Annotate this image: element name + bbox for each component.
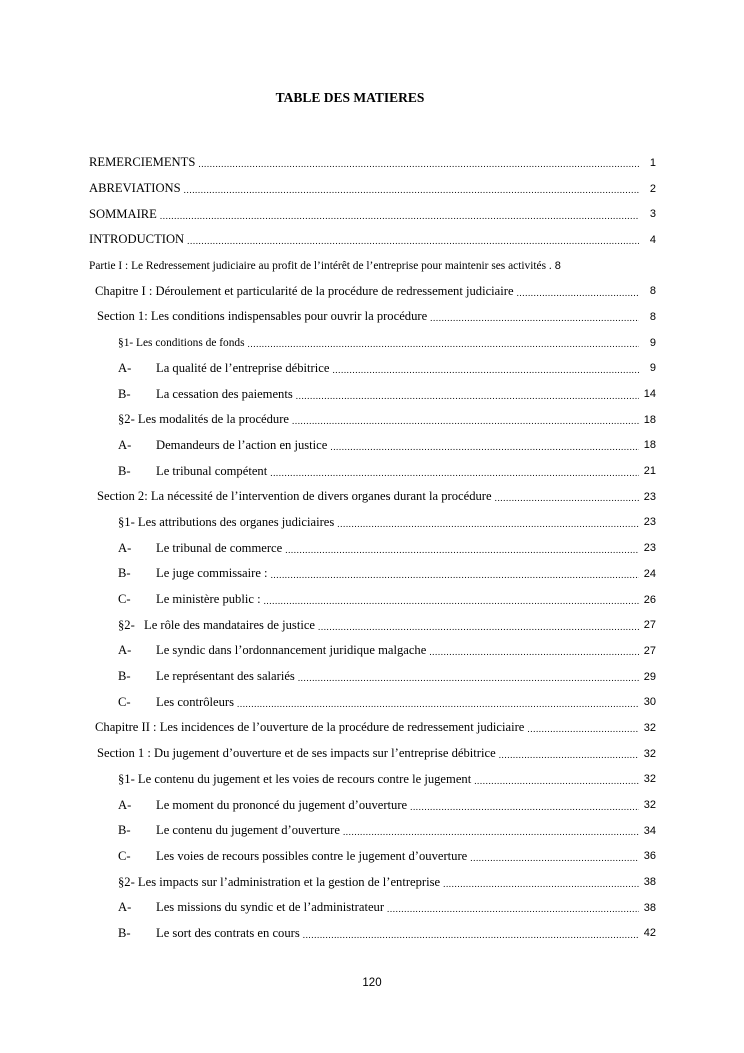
toc-entry-page: 14: [643, 388, 656, 401]
toc-entry-page: 32: [643, 721, 656, 734]
toc-entry-label: Partie I : Le Redressement judiciaire au profit de l’intérêt de l’entreprise pour maintenir ses activités .: [89, 259, 552, 272]
toc-entry-label: La cessation des paiements: [156, 386, 293, 401]
toc-entry-page: 21: [643, 465, 656, 478]
toc-dot-leader: [499, 751, 639, 760]
toc-dot-leader: [527, 725, 639, 734]
toc-entry-page: 38: [643, 876, 656, 889]
toc-dot-leader: [198, 160, 639, 169]
toc-entry-marker: B-: [118, 823, 131, 838]
toc-entry-marker: B-: [118, 925, 131, 940]
toc-entry[interactable]: [89, 869, 656, 895]
toc-entry-label: Le rôle des mandataires de justice: [144, 617, 315, 632]
toc-entry-page: 8: [649, 285, 656, 298]
toc-dot-leader: [337, 520, 639, 529]
toc-entry[interactable]: [89, 767, 656, 793]
toc-entry[interactable]: [89, 458, 656, 484]
toc-entry-marker: A-: [118, 437, 132, 452]
toc-dot-leader: [495, 494, 639, 503]
toc-entry-label: Le contenu du jugement d’ouverture: [156, 823, 340, 838]
toc-entry-page: 23: [643, 490, 656, 503]
toc-entry-page: 30: [643, 696, 656, 709]
toc-entry[interactable]: [89, 792, 656, 818]
toc-entry-page: 26: [643, 593, 656, 606]
toc-entry-label: §1- Le contenu du jugement et les voies de recours contre le jugement: [118, 771, 472, 786]
toc-entry-page: 36: [643, 850, 656, 863]
toc-entry-page: 9: [649, 336, 656, 349]
toc-dot-leader: [330, 443, 639, 452]
toc-entry[interactable]: [89, 844, 656, 870]
toc-entry-label: Les contrôleurs: [156, 694, 234, 709]
toc-entry-label: Le moment du prononcé du jugement d’ouverture: [156, 797, 408, 812]
toc-entry-marker: A-: [118, 540, 132, 555]
toc-entry[interactable]: [89, 741, 656, 767]
toc-entry-marker: B-: [118, 566, 131, 581]
toc-entry-label: §1- Les conditions de fonds: [118, 336, 245, 349]
toc-entry[interactable]: [89, 381, 656, 407]
toc-entry[interactable]: [89, 895, 656, 921]
toc-entry[interactable]: [89, 150, 656, 176]
toc-entry-page: 38: [643, 901, 656, 914]
toc-entry[interactable]: [89, 330, 656, 356]
toc-entry[interactable]: [89, 664, 656, 690]
toc-entry-marker: A-: [118, 900, 132, 915]
toc-entry-label: Le ministère public :: [156, 592, 261, 607]
toc-entry-page: 32: [643, 747, 656, 760]
toc-entry-marker: B-: [118, 669, 131, 684]
toc-dot-leader: [318, 623, 639, 632]
toc-dot-leader: [332, 366, 639, 375]
toc-entry-page: 8: [554, 259, 561, 272]
toc-entry-page: 34: [643, 824, 656, 837]
toc-entry-marker: A-: [118, 643, 132, 658]
toc-entry[interactable]: [89, 921, 656, 947]
toc-entry[interactable]: [89, 176, 656, 202]
toc-entry-label: Les voies de recours possibles contre le jugement d’ouverture: [156, 848, 468, 863]
toc-entry-label: Le juge commissaire :: [156, 566, 268, 581]
toc-entry-label: Section 2: La nécessité de l’intervention de divers organes durant la procédure: [97, 489, 492, 504]
toc-entry-page: 42: [643, 927, 656, 940]
toc-dot-leader: [237, 700, 639, 709]
toc-entry-page: 18: [643, 413, 656, 426]
toc-dot-leader: [270, 469, 639, 478]
toc-entry[interactable]: [89, 407, 656, 433]
toc-dot-leader: [303, 931, 639, 940]
toc-entry[interactable]: [89, 587, 656, 613]
toc-dot-leader: [474, 777, 639, 786]
toc-entry-label: Le tribunal de commerce: [156, 540, 283, 555]
toc-entry[interactable]: [89, 201, 656, 227]
toc-entry-page: 32: [643, 773, 656, 786]
toc-entry-label: Chapitre I : Déroulement et particularité de la procédure de redressement judiciaire: [95, 283, 514, 298]
toc-entry-label: Section 1: Les conditions indispensables pour ouvrir la procédure: [97, 309, 428, 324]
toc-entry[interactable]: [89, 612, 656, 638]
toc-dot-leader: [410, 803, 639, 812]
toc-entry-marker: A-: [118, 797, 132, 812]
toc-entry[interactable]: [89, 304, 656, 330]
toc-entry-page: 27: [643, 644, 656, 657]
toc-entry-page: 2: [649, 182, 656, 195]
toc-entry[interactable]: [89, 356, 656, 382]
table-of-contents: [89, 150, 656, 946]
toc-entry-page: 8: [649, 310, 656, 323]
toc-entry-label: Chapitre II : Les incidences de l’ouverture de la procédure de redressement judiciaire: [95, 720, 525, 735]
toc-title: TABLE DES MATIERES: [275, 90, 425, 105]
toc-entry[interactable]: [89, 638, 656, 664]
toc-entry-marker: C-: [118, 848, 131, 863]
toc-entry-label: La qualité de l’entreprise débitrice: [156, 360, 330, 375]
toc-entry-marker: B-: [118, 463, 131, 478]
toc-entry-page: 1: [649, 156, 656, 169]
toc-dot-leader: [430, 314, 639, 323]
toc-entry-label: Le tribunal compétent: [156, 463, 268, 478]
toc-entry-page: 23: [643, 516, 656, 529]
toc-entry-page: 18: [643, 439, 656, 452]
toc-entry-label: Le syndic dans l’ordonnancement juridique malgache: [156, 643, 427, 658]
toc-entry-page: 24: [643, 567, 656, 580]
toc-dot-leader: [248, 340, 639, 349]
toc-entry-label: INTRODUCTION: [89, 232, 185, 247]
toc-entry-label: Le sort des contrats en cours: [156, 925, 300, 940]
toc-dot-leader: [285, 546, 639, 555]
toc-entry-page: 9: [649, 362, 656, 375]
toc-dot-leader: [470, 854, 639, 863]
toc-entry-label: REMERCIEMENTS: [89, 155, 196, 170]
toc-entry-label: Les missions du syndic et de l’administrateur: [156, 900, 385, 915]
toc-entry[interactable]: [89, 253, 656, 279]
page-number: 120: [362, 977, 382, 989]
toc-entry-label: SOMMAIRE: [89, 206, 157, 221]
toc-dot-leader: [343, 828, 639, 837]
toc-entry-page: 4: [649, 233, 656, 246]
toc-entry-marker: C-: [118, 592, 131, 607]
toc-entry-label: ABREVIATIONS: [89, 181, 181, 196]
toc-entry-label: Le représentant des salariés: [156, 669, 295, 684]
toc-entry[interactable]: [89, 484, 656, 510]
toc-dot-leader: [264, 597, 639, 606]
toc-dot-leader: [429, 648, 639, 657]
toc-entry[interactable]: [89, 715, 656, 741]
toc-dot-leader: [443, 880, 639, 889]
toc-dot-leader: [271, 571, 639, 580]
toc-dot-leader: [296, 392, 639, 401]
toc-entry[interactable]: [89, 561, 656, 587]
toc-dot-leader: [517, 289, 639, 298]
toc-dot-leader: [298, 674, 639, 683]
toc-dot-leader: [292, 417, 639, 426]
toc-entry[interactable]: [89, 278, 656, 304]
toc-entry-page: 32: [643, 799, 656, 812]
toc-dot-leader: [160, 212, 639, 221]
toc-entry-page: 3: [649, 208, 656, 221]
toc-dot-leader: [184, 186, 639, 195]
toc-entry-label: Section 1 : Du jugement d’ouverture et de ses impacts sur l’entreprise débitrice: [97, 746, 496, 761]
toc-entry-marker: C-: [118, 694, 131, 709]
toc-entry-label: §1- Les attributions des organes judiciaires: [118, 514, 335, 529]
toc-entry-marker: §2-: [118, 617, 135, 632]
toc-entry[interactable]: [89, 818, 656, 844]
toc-entry-page: 27: [643, 619, 656, 632]
toc-entry-page: 23: [643, 542, 656, 555]
toc-entry-marker: A-: [118, 360, 132, 375]
toc-entry[interactable]: [89, 689, 656, 715]
toc-entry-label: §2- Les impacts sur l’administration et la gestion de l’entreprise: [118, 874, 441, 889]
toc-entry-marker: B-: [118, 386, 131, 401]
toc-dot-leader: [387, 905, 639, 914]
toc-entry-label: Demandeurs de l’action en justice: [156, 437, 328, 452]
toc-entry[interactable]: [89, 510, 656, 536]
toc-entry[interactable]: [89, 227, 656, 253]
toc-entry[interactable]: [89, 433, 656, 459]
toc-entry[interactable]: [89, 535, 656, 561]
toc-dot-leader: [187, 237, 639, 246]
toc-entry-page: 29: [643, 670, 656, 683]
toc-entry-label: §2- Les modalités de la procédure: [118, 412, 289, 427]
